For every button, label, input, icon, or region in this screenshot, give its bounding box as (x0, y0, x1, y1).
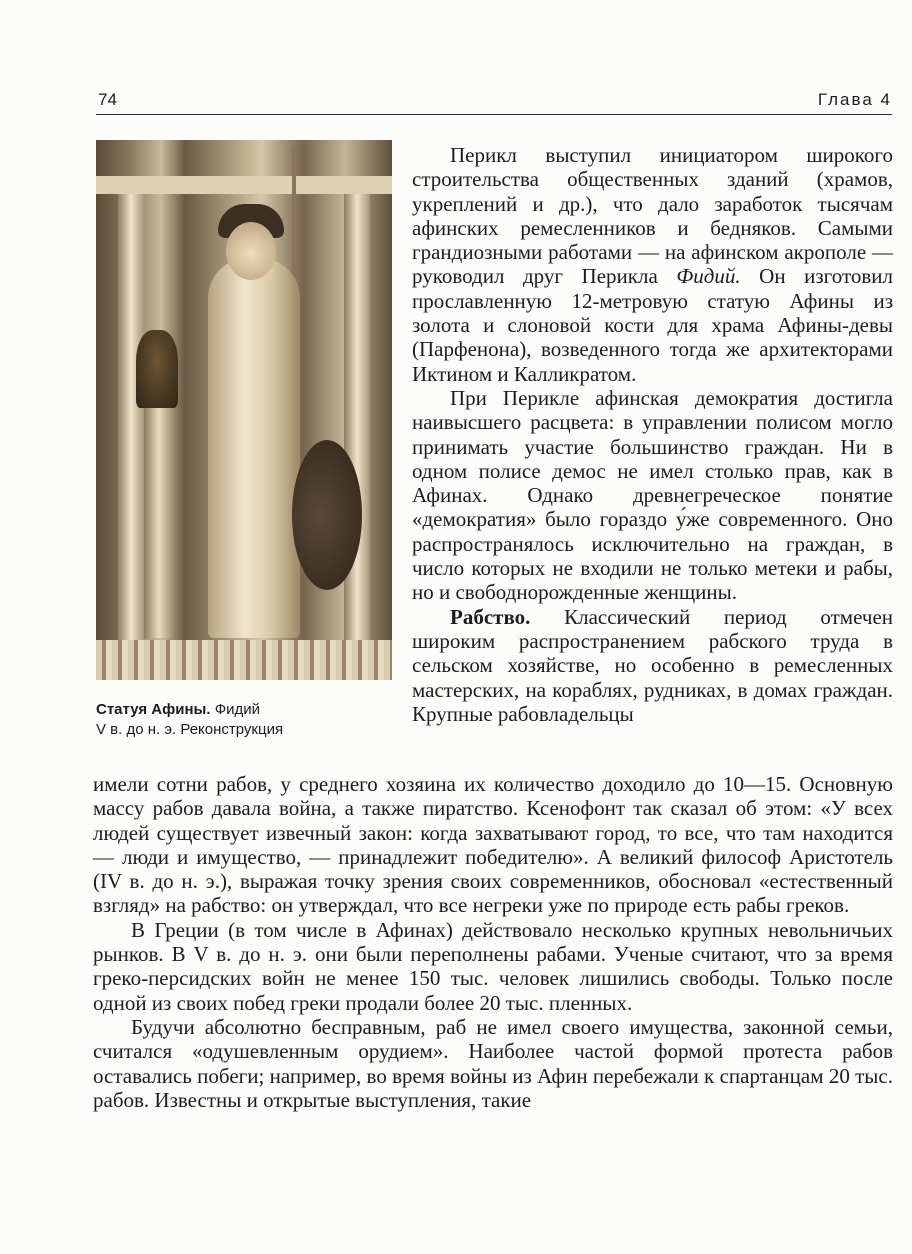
paragraph: Рабство. Классический период отмечен широким распространением рабского труда в сельском хозяйстве, но особенно в ремесленных мастерских, на кораблях, рудниках, в домах граждан. Крупные рабовладельцы (412, 604, 894, 726)
pedestal (144, 408, 174, 638)
section-heading: Рабство. (450, 604, 531, 629)
statue-body (208, 258, 300, 638)
statue-head (226, 222, 276, 280)
chapter-title: Глава 4 (817, 90, 892, 109)
frieze-base (96, 640, 392, 680)
paragraph: В Греции (в том числе в Афинах) действовало несколько крупных невольничьих рынков. В V в. до н. э. они были переполнены рабами. Ученые считают, что за время греко-персидских войн не менее 150 тыс. человек лишились свободы. Только после одной из своих побед греки продали более 20 тыс. пленных. (93, 917, 893, 1015)
nike-figure (136, 330, 178, 408)
paragraph: При Перикле афинская демократия достигла наивысшего расцвета: в управлении полисом могло принимать участие большинство граждан. Ни в одном полисе демос не имел столько прав, как в Афинах. Однако древнегреческое понятие «демократия» было гораздо у́же современного. Оно распространялось исключительно на граждан, в число которых не входили не только метеки и рабы, но и свободнорожденные женщины. (412, 385, 893, 605)
page-header (96, 88, 892, 115)
athena-statue-photo (96, 140, 392, 680)
caption-title: Статуя Афины. (96, 701, 211, 718)
column-text (412, 143, 893, 726)
figure-caption (96, 700, 396, 740)
caption-date: V в. до н. э. Реконструкция (96, 721, 284, 738)
caption-author: Фидий (214, 701, 260, 718)
paragraph: Будучи абсолютно бесправным, раб не имел своего имущества, законной семьи, считался «одушевленным орудием». Наиболее частой формой протеста рабов оставались побеги; например, во время войны из Афин перебежали к спартанцам 20 тыс. рабов. Известны и открытые выступления, такие (93, 1014, 893, 1112)
paragraph: Перикл выступил инициатором широкого строительства общественных зданий (храмов, укреплений и др.), что дало заработок тысячам афинских ремесленников и бедняков. Самыми грандиозными работами — на афинском акрополе — руководил друг Перикла Фидий. Он изготовил прославленную 12-метровую статую Афины из золота и слоновой кости для храма Афины-девы (Парфенона), возведенного тогда же архитекторами Иктином и Калликратом. (412, 143, 894, 386)
page-number: 74 (98, 90, 117, 109)
paragraph: имели сотни рабов, у среднего хозяина их количество доходило до 10—15. Основную массу рабов давала война, а также пиратство. Ксенофонт так сказал об этом: «У всех людей существует извечный закон: когда захватывают город, то все, что там находится — люди и имущество, — принадлежит победителю». А великий философ Аристотель (IV в. до н. э.), выражая точку зрения своих современников, обосновал «естественный взгляд» на рабство: он утверждал, что все негреки уже по природе есть рабы греков. (93, 772, 893, 918)
full-width-text (93, 772, 893, 1112)
shield (292, 440, 362, 590)
italic-name: Фидий. (676, 264, 741, 289)
